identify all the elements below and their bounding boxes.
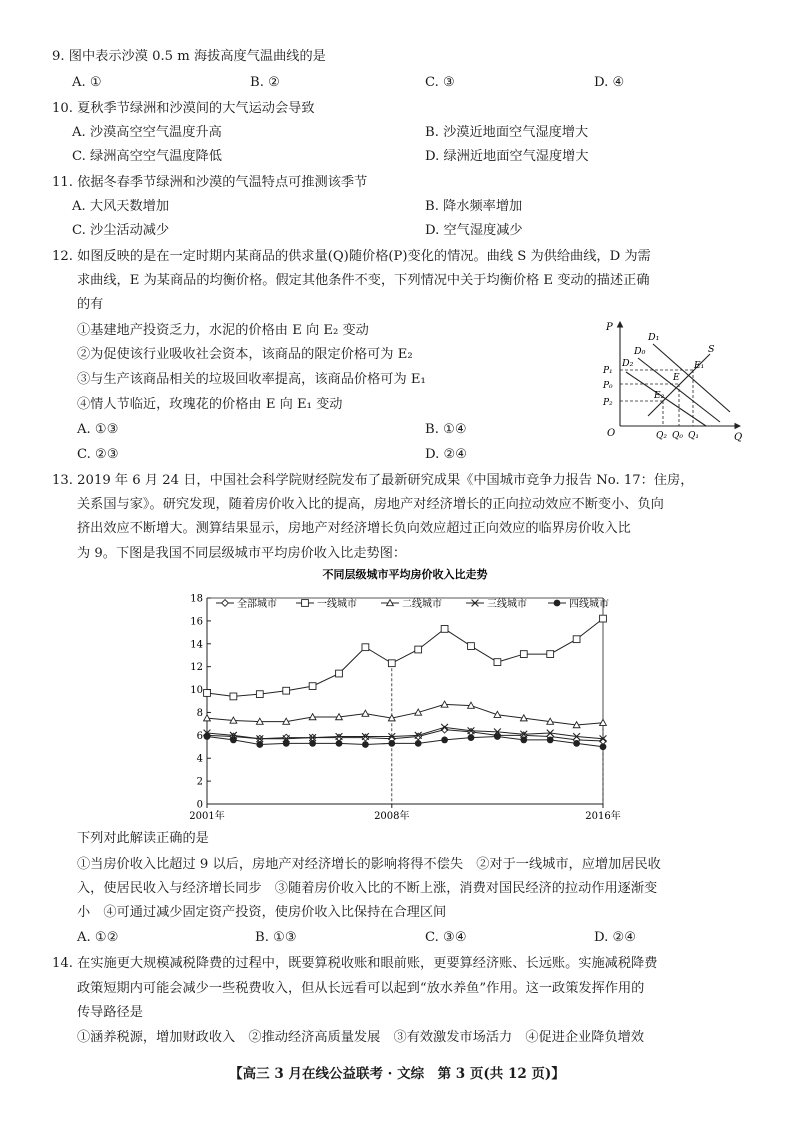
axis-p-label: P bbox=[606, 322, 613, 333]
legend-label: 一线城市 bbox=[317, 599, 357, 610]
q12-option-d: D. ②④ bbox=[425, 447, 468, 462]
y-tick-label: 2 bbox=[196, 776, 203, 788]
data-point-square bbox=[547, 651, 554, 658]
q11-option-b: B. 降水频率增加 bbox=[425, 199, 523, 214]
data-point-circle bbox=[309, 740, 316, 747]
legend-marker-square bbox=[302, 600, 309, 607]
data-point-square bbox=[336, 670, 343, 677]
q12-option-b: B. ①④ bbox=[425, 422, 467, 437]
q10-option-d: D. 绿洲近地面空气湿度增大 bbox=[425, 149, 589, 164]
data-point-circle bbox=[468, 734, 475, 741]
data-point-circle bbox=[415, 740, 422, 747]
label-q2: Q₂ bbox=[656, 431, 667, 441]
data-point-circle bbox=[600, 743, 607, 750]
chart-title: 不同层级城市平均房价收入比走势 bbox=[322, 568, 488, 581]
data-point-square bbox=[494, 659, 501, 666]
q12-item-2: ②为促使该行业吸收社会资本，该商品的限定价格可为 E₂ bbox=[77, 347, 413, 362]
q14-statement-line: ①涵养税源，增加财政收入 ②推动经济高质量发展 ③有效激发市场活力 ④促进企业降负增效 bbox=[77, 1030, 645, 1045]
data-point-square bbox=[415, 646, 422, 653]
label-q0: Q₀ bbox=[672, 431, 683, 441]
label-s: S bbox=[708, 344, 715, 355]
series-line-triangle bbox=[207, 704, 603, 725]
y-tick-label: 16 bbox=[190, 616, 203, 628]
data-point-circle bbox=[283, 740, 290, 747]
q12-item-1: ①基建地产投资乏力，水泥的价格由 E 向 E₂ 变动 bbox=[77, 323, 369, 338]
label-p1: P₁ bbox=[603, 366, 613, 376]
series-line-diamond bbox=[207, 730, 603, 741]
q13-option-d: D. ②④ bbox=[594, 930, 637, 945]
data-point-circle bbox=[362, 741, 369, 748]
demand-curve-d1 bbox=[653, 344, 730, 412]
legend-label: 全部城市 bbox=[237, 599, 277, 610]
data-point-square bbox=[283, 687, 290, 694]
q13-stem-line-1: 13. 2019 年 6 月 24 日，中国社会科学院财经院发布了最新研究成果《中国城市竞争力报告 No. 17：住房， bbox=[52, 473, 694, 488]
q12-stem-line-3: 的有 bbox=[77, 297, 104, 312]
data-point-square bbox=[256, 691, 263, 698]
house-price-income-ratio-chart bbox=[185, 566, 625, 828]
q11-option-d: D. 空气湿度减少 bbox=[425, 223, 523, 238]
q14-stem-line-2: 政策短期内可能会减少一些税费收入，但从长远看可以起到“放水养鱼”作用。这一政策发挥作用的 bbox=[77, 981, 645, 996]
data-point-square bbox=[468, 643, 475, 650]
x-tick-label: 2008年 bbox=[374, 811, 410, 822]
q12-option-a: A. ①③ bbox=[77, 422, 119, 437]
data-point-circle bbox=[441, 737, 448, 744]
data-point-circle bbox=[256, 741, 263, 748]
origin-label: O bbox=[607, 428, 616, 439]
label-e2: E₂ bbox=[654, 391, 665, 401]
data-point-square bbox=[204, 690, 211, 697]
q9-stem: 9. 图中表示沙漠 0.5 m 海拔高度气温曲线的是 bbox=[52, 49, 326, 64]
q13-statement-line-1: ①当房价收入比超过 9 以后，房地产对经济增长的影响将得不偿失 ②对于一线城市，应增加居民收 bbox=[77, 857, 661, 872]
series-line-cross bbox=[207, 727, 603, 738]
data-point-triangle bbox=[362, 710, 369, 716]
q13-stem-line-3: 挤出效应不断增大。测算结果显示，房地产对经济增长负向效应超过正向效应的临界房价收入比 bbox=[77, 521, 631, 536]
data-point-square bbox=[309, 683, 316, 690]
data-point-triangle bbox=[600, 719, 607, 725]
label-d2: D₂ bbox=[622, 358, 634, 369]
label-e: E bbox=[673, 373, 680, 383]
q13-stem-line-2: 关系国与家》。研究发现，随着房价收入比的提高，房地产对经济增长的正向拉动效应不断变小、负向 bbox=[77, 497, 664, 512]
q9-option-d: D. ④ bbox=[594, 75, 625, 90]
q13-option-b: B. ①③ bbox=[255, 930, 297, 945]
q10-option-c: C. 绿洲高空空气温度降低 bbox=[72, 149, 222, 164]
q13-option-c: C. ③④ bbox=[425, 930, 467, 945]
y-tick-label: 4 bbox=[196, 753, 203, 765]
q10-stem: 10. 夏秋季节绿洲和沙漠间的大气运动会导致 bbox=[52, 101, 315, 116]
series-line-square bbox=[207, 619, 603, 697]
y-tick-label: 0 bbox=[196, 799, 203, 811]
data-point-square bbox=[520, 651, 527, 658]
data-point-circle bbox=[547, 737, 554, 744]
q13-statement-line-2: 入，使居民收入与经济增长同步 ③随着房价收入比的不断上涨，消费对国民经济的拉动作用逐渐变 bbox=[77, 881, 658, 896]
data-point-circle bbox=[573, 740, 580, 747]
q13-statement-line-3: 小 ④可通过减少固定资产投资，使房价收入比保持在合理区间 bbox=[77, 905, 447, 920]
label-p2: P₂ bbox=[603, 398, 613, 408]
q13-question: 下列对此解读正确的是 bbox=[77, 831, 209, 846]
data-point-square bbox=[362, 644, 369, 651]
supply-demand-graph bbox=[598, 316, 748, 446]
q14-stem-line-1: 14. 在实施更大规模减税降费的过程中，既要算税收账和眼前账，更要算经济账、长远账。实施减税降费 bbox=[52, 956, 658, 971]
legend-marker-circle bbox=[554, 600, 561, 607]
q11-stem: 11. 依据冬春季节绿洲和沙漠的气温特点可推测该季节 bbox=[52, 175, 368, 190]
q12-option-c: C. ②③ bbox=[77, 447, 119, 462]
data-point-circle bbox=[388, 740, 395, 747]
label-e1: E₁ bbox=[694, 361, 705, 371]
legend-label: 三线城市 bbox=[487, 599, 527, 610]
data-point-square bbox=[600, 615, 607, 622]
page-footer: 【高三 3 月在线公益联考 · 文综 第 3 页(共 12 页)】 bbox=[229, 1066, 565, 1082]
q14-stem-line-3: 传导路径是 bbox=[77, 1005, 143, 1020]
data-point-triangle bbox=[204, 715, 211, 721]
y-tick-label: 14 bbox=[190, 639, 203, 651]
q9-option-a: A. ① bbox=[72, 75, 102, 90]
legend-marker-diamond bbox=[222, 600, 229, 607]
q11-option-a: A. 大风天数增加 bbox=[72, 199, 170, 214]
data-point-circle bbox=[336, 740, 343, 747]
q10-option-b: B. 沙漠近地面空气湿度增大 bbox=[425, 125, 589, 140]
legend-label: 二线城市 bbox=[402, 599, 442, 610]
q12-stem-line-2: 求曲线，E 为某商品的均衡价格。假定其他条件不变，下列情况中关于均衡价格 E 变动的描述正确 bbox=[77, 273, 650, 288]
label-p0: P₀ bbox=[603, 381, 613, 391]
label-q1: Q₁ bbox=[688, 431, 699, 441]
y-tick-label: 10 bbox=[190, 685, 203, 697]
data-point-square bbox=[441, 626, 448, 633]
x-tick-label: 2001年 bbox=[189, 811, 225, 822]
data-point-square bbox=[230, 693, 237, 700]
q13-option-a: A. ①② bbox=[77, 930, 119, 945]
q12-item-3: ③与生产该商品相关的垃圾回收率提高，该商品价格可为 E₁ bbox=[77, 372, 426, 387]
q11-option-c: C. 沙尘活动减少 bbox=[72, 223, 170, 238]
q9-option-b: B. ② bbox=[250, 75, 280, 90]
data-point-circle bbox=[204, 733, 211, 740]
data-point-diamond bbox=[362, 734, 369, 741]
data-point-circle bbox=[520, 737, 527, 744]
data-point-square bbox=[388, 660, 395, 667]
q10-option-a: A. 沙漠高空空气温度升高 bbox=[72, 125, 222, 140]
data-point-circle bbox=[230, 737, 237, 744]
x-tick-label: 2016年 bbox=[585, 811, 621, 822]
axis-q-label: Q bbox=[734, 432, 743, 443]
label-d0: D₀ bbox=[634, 346, 646, 357]
q13-stem-line-4: 为 9。下图是我国不同层级城市平均房价收入比走势图： bbox=[77, 546, 407, 561]
q9-option-c: C. ③ bbox=[425, 75, 455, 90]
y-tick-label: 12 bbox=[190, 662, 203, 674]
y-tick-label: 6 bbox=[196, 730, 203, 742]
data-point-circle bbox=[494, 733, 501, 740]
y-tick-label: 8 bbox=[196, 707, 203, 719]
q12-item-4: ④情人节临近，玫瑰花的价格由 E 向 E₁ 变动 bbox=[77, 397, 343, 412]
label-d1: D₁ bbox=[648, 332, 660, 343]
q12-stem-line-1: 12. 如图反映的是在一定时期内某商品的供求量(Q)随价格(P)变化的情况。曲线 S 为供给曲线，D 为需 bbox=[52, 249, 651, 264]
legend-label: 四线城市 bbox=[569, 599, 609, 610]
y-tick-label: 18 bbox=[190, 593, 203, 605]
data-point-square bbox=[573, 636, 580, 643]
